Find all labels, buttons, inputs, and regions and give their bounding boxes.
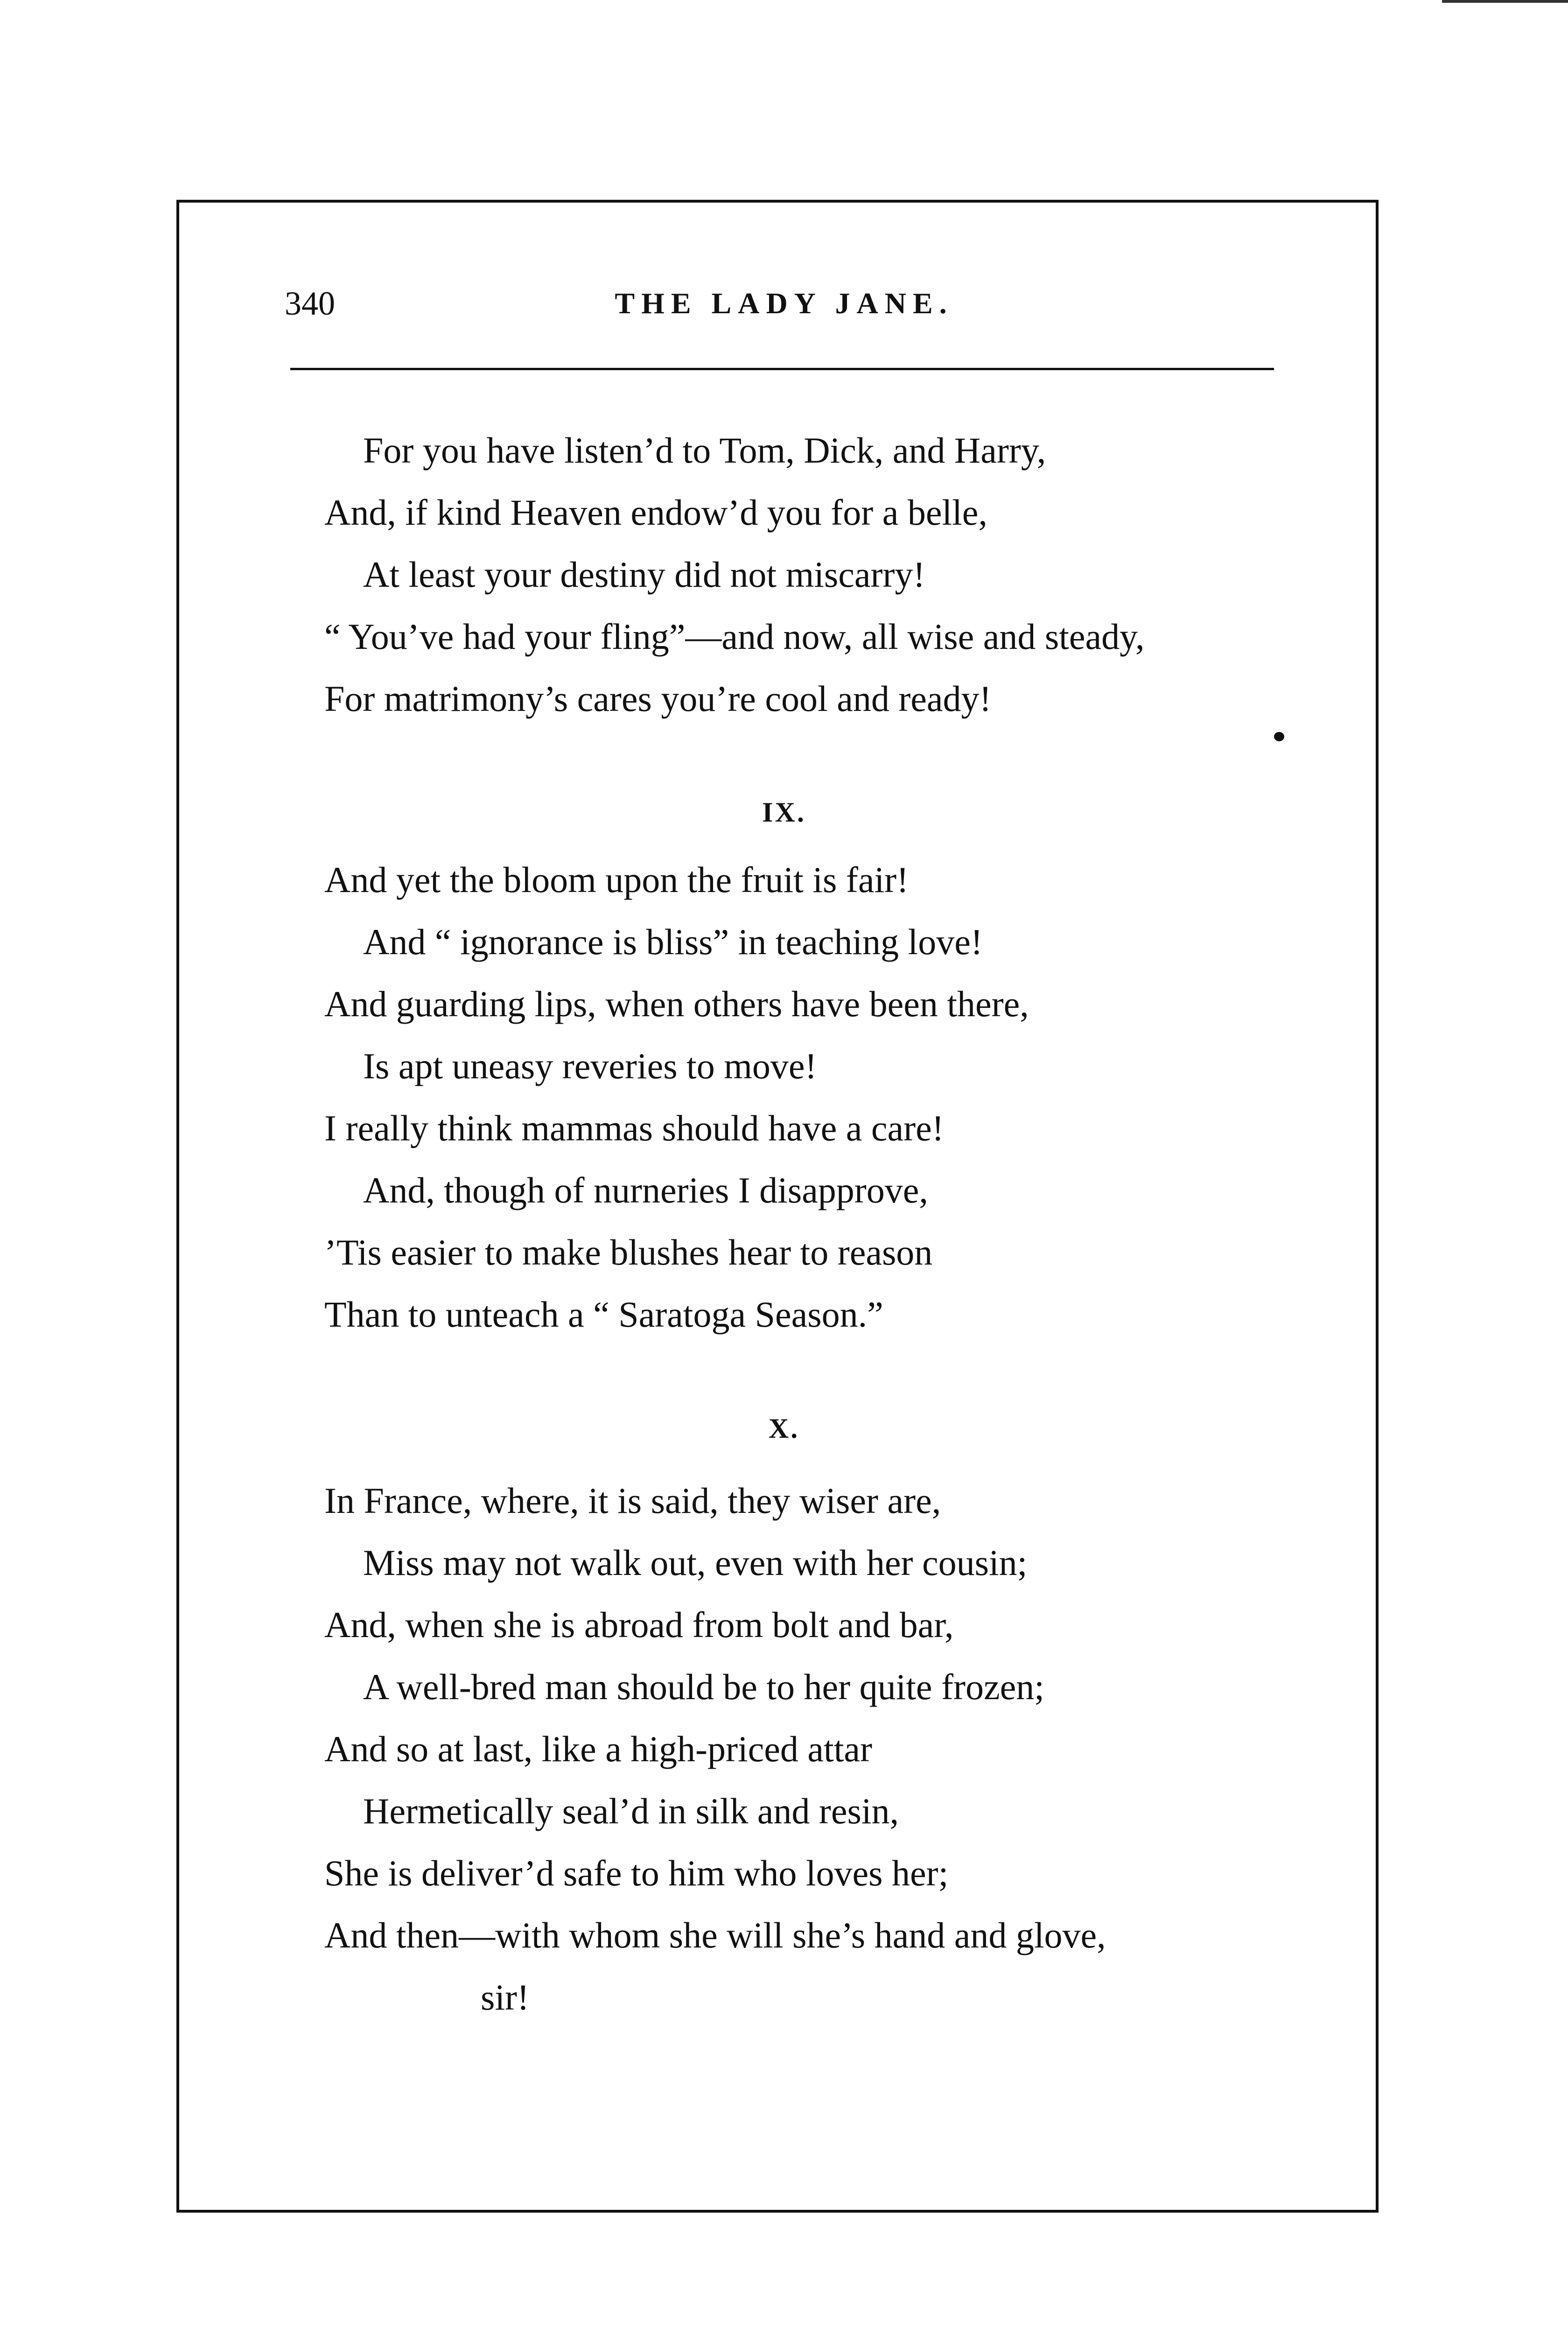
poem-line: And guarding lips, when others have been there, (324, 984, 1029, 1024)
poem-line: Than to unteach a “ Saratoga Season.” (324, 1294, 883, 1335)
poem-line: Is apt uneasy reveries to move! (363, 1046, 817, 1086)
poem-line: Miss may not walk out, even with her cousin; (363, 1542, 1028, 1583)
scan-edge-mark-top (1442, 0, 1568, 3)
page-number: 340 (285, 285, 335, 322)
running-head: THE LADY JANE. (615, 287, 953, 320)
poem-line: In France, where, it is said, they wiser are, (324, 1480, 941, 1521)
poem-line: And yet the bloom upon the fruit is fair! (324, 859, 909, 900)
poem-line: sir! (481, 1977, 529, 2018)
poem-line: A well-bred man should be to her quite frozen; (363, 1666, 1044, 1707)
poem-line: Hermetically seal’d in silk and resin, (363, 1791, 899, 1831)
poem-line: ’Tis easier to make blushes hear to reason (324, 1232, 933, 1272)
poem-line: And, when she is abroad from bolt and bar, (324, 1604, 954, 1645)
stanza-numeral-ix: IX. (762, 797, 806, 828)
poem-line: And then—with whom she will she’s hand and glove, (324, 1915, 1106, 1955)
poem-line: And, if kind Heaven endow’d you for a belle, (324, 492, 987, 533)
poem-line: “ You’ve had your fling”—and now, all wise and steady, (324, 616, 1145, 657)
poem-line: For matrimony’s cares you’re cool and ready! (324, 678, 992, 719)
stanza-numeral-x: X. (768, 1413, 800, 1444)
poem-line: For you have listen’d to Tom, Dick, and Harry, (363, 430, 1046, 471)
header-rule-ornament (1274, 732, 1284, 741)
poem-line: And “ ignorance is bliss” in teaching love! (363, 921, 983, 962)
poem-line: I really think mammas should have a care! (324, 1108, 944, 1148)
poem-line: And, though of nurneries I disapprove, (363, 1170, 928, 1210)
header-rule (290, 368, 1274, 370)
poem-line: And so at last, like a high-priced attar (324, 1729, 872, 1769)
poem-line: She is deliver’d safe to him who loves her; (324, 1853, 949, 1893)
poem-line: At least your destiny did not miscarry! (363, 554, 925, 595)
